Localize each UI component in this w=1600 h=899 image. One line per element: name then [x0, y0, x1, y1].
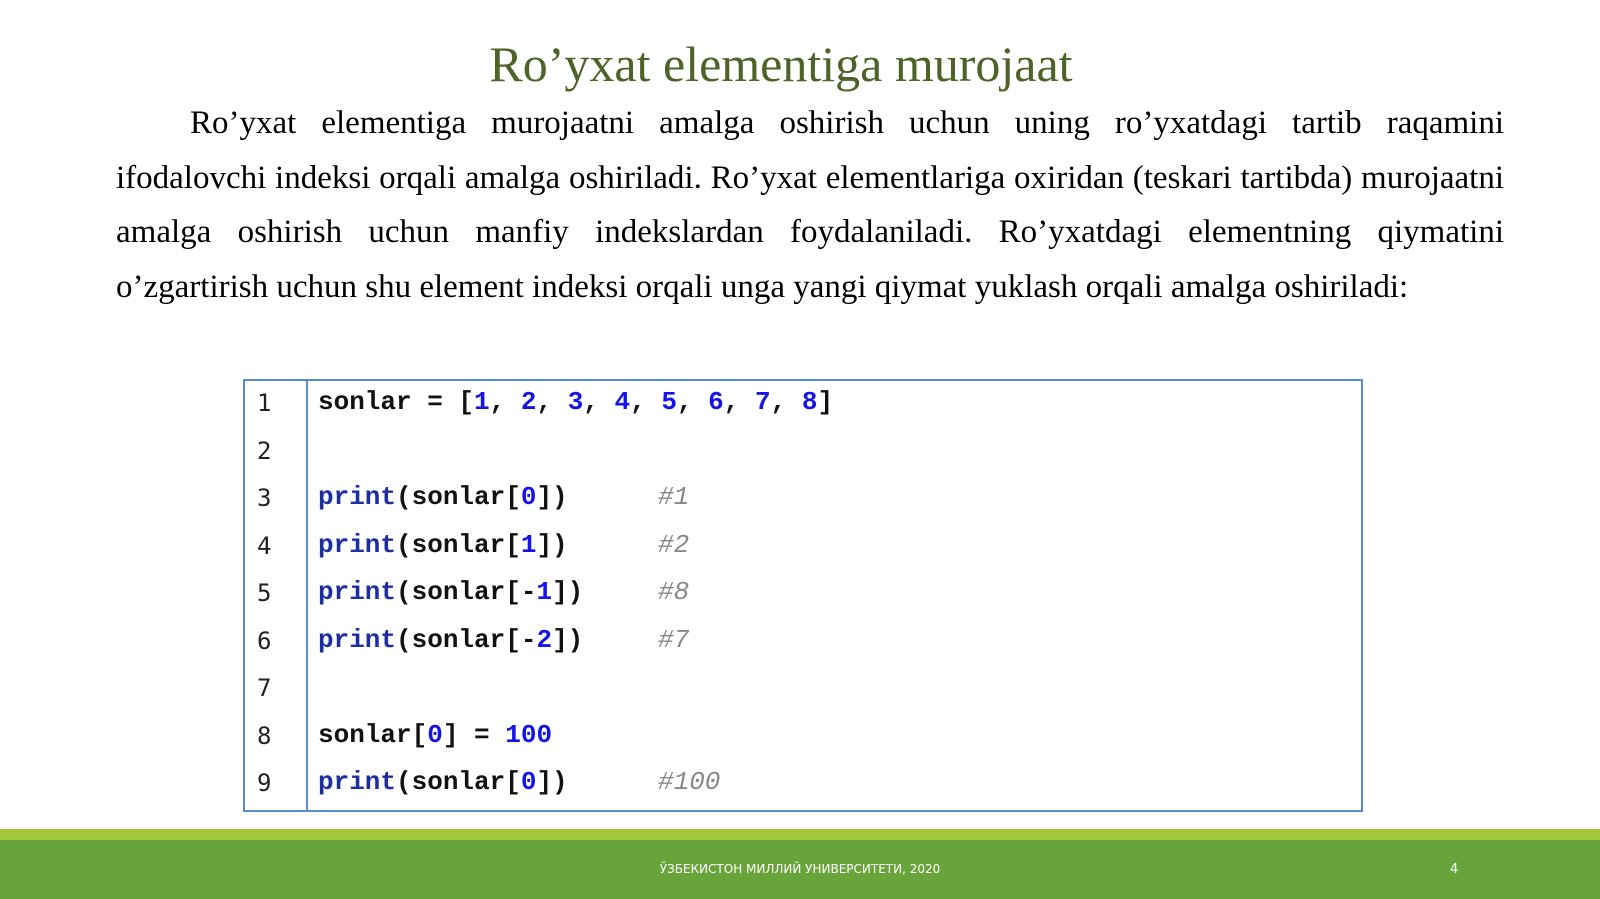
code-comment: #100: [658, 767, 721, 797]
code-line: [245, 431, 1361, 479]
code-line: [245, 621, 1361, 669]
line-number: 1: [257, 389, 272, 417]
keyword-token: print: [318, 577, 397, 607]
code-token: ]): [536, 767, 568, 797]
line-number: 4: [257, 531, 272, 560]
number-token: 0: [520, 767, 537, 797]
number-token: 3: [567, 387, 584, 417]
number-token: 0: [520, 482, 537, 512]
code-token: (sonlar[: [396, 767, 521, 797]
number-token: 1: [474, 387, 490, 417]
code-token: ,: [536, 387, 568, 417]
keyword-token: print: [318, 767, 397, 797]
page-number: 4: [1450, 862, 1459, 877]
code-token: ]: [817, 387, 834, 417]
keyword-token: print: [318, 482, 397, 512]
line-number: 3: [257, 484, 272, 512]
code-token: ]): [536, 482, 568, 512]
code-text: [318, 577, 583, 607]
code-token: (sonlar[-: [396, 624, 537, 655]
number-token: 5: [661, 387, 677, 417]
body-paragraph: Ro’yxat elementiga murojaatni amalga oshirish uchun uning ro’yxatdagi tartib raqamini ifodalovchi indeksi orqali amalga oshiriladi. Ro’yxat elementlariga oxiridan (teskari tartibda) murojaatni amalga oshirish uchun manfiy indekslardan foydalaniladi. Ro’yxatdagi elementning qiymatini o’zgartirish uchun shu element indeksi orqali unga yangi qiymat yuklash orqali amalga oshiriladi:: [116, 105, 1504, 305]
number-token: 1: [536, 577, 553, 607]
code-token: (sonlar[-: [396, 577, 537, 607]
code-token: ,: [489, 387, 521, 417]
code-token: sonlar[: [318, 719, 428, 750]
code-line: [245, 383, 1361, 431]
code-line: [245, 478, 1361, 526]
code-token: sonlar = [: [318, 387, 475, 417]
keyword-token: print: [318, 529, 397, 560]
keyword-token: print: [318, 624, 397, 655]
line-number: 5: [257, 579, 272, 607]
number-token: 100: [505, 719, 553, 750]
code-token: ,: [630, 387, 662, 417]
slide-title: Ro’yxat elementiga murojaat: [489, 36, 1073, 92]
line-number: 8: [257, 721, 272, 750]
number-token: 6: [708, 387, 724, 417]
code-text: [318, 625, 583, 655]
footer-stripe: [0, 829, 1600, 840]
code-token: ]): [552, 624, 584, 655]
line-number: 2: [257, 436, 272, 465]
line-number: 9: [257, 769, 272, 797]
code-comment: #7: [658, 624, 690, 655]
number-token: 1: [520, 529, 537, 560]
number-token: 8: [801, 387, 818, 417]
number-token: 2: [536, 624, 553, 655]
code-line: [245, 668, 1361, 716]
code-token: (sonlar[: [396, 529, 521, 560]
code-token: ,: [723, 387, 755, 417]
code-comment: #8: [658, 577, 690, 607]
code-line: [245, 763, 1361, 811]
code-line: [245, 526, 1361, 574]
code-line: [245, 573, 1361, 621]
code-text: [318, 767, 568, 797]
code-text: [318, 387, 833, 417]
code-text: [318, 530, 568, 560]
code-token: ,: [583, 387, 615, 417]
code-token: ]): [552, 577, 584, 607]
code-text: [318, 720, 552, 750]
code-token: ]): [536, 529, 568, 560]
number-token: 2: [520, 387, 537, 417]
code-token: (sonlar[: [396, 482, 521, 512]
number-token: 7: [755, 387, 771, 417]
footer-text: ЎЗБЕКИСТОН МИЛЛИЙ УНИВЕРСИТЕТИ, 2020: [659, 862, 941, 876]
line-number: 7: [257, 674, 272, 702]
code-comment: #2: [658, 529, 690, 560]
code-line: [245, 716, 1361, 764]
number-token: 4: [614, 387, 631, 417]
code-block: [243, 379, 1363, 812]
code-token: ] =: [442, 719, 506, 750]
code-comment: #1: [658, 482, 690, 512]
number-token: 0: [427, 719, 443, 750]
line-number: 6: [257, 626, 272, 655]
code-text: [318, 482, 568, 512]
code-token: ,: [676, 387, 709, 417]
code-token: ,: [770, 387, 802, 417]
